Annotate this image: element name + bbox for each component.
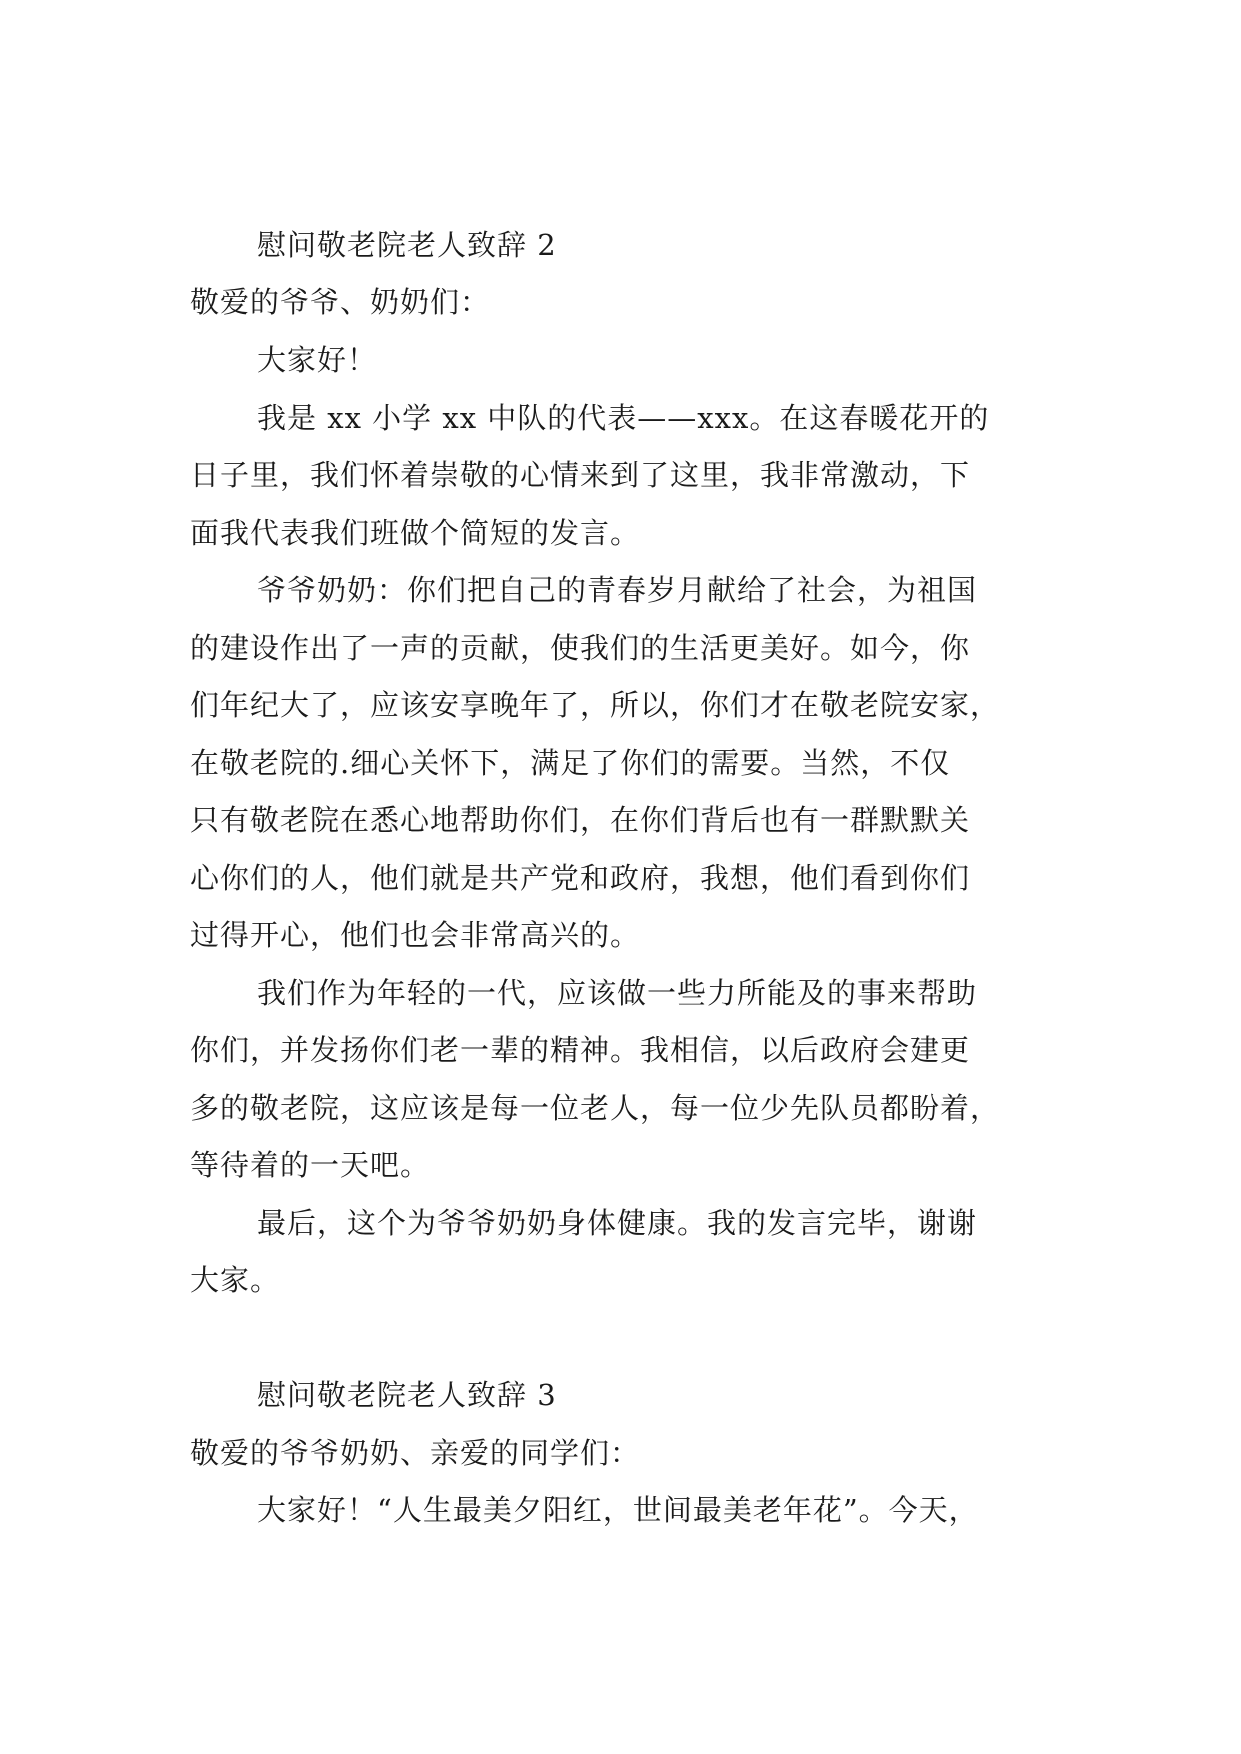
paragraph-line: 心你们的人，他们就是共产党和政府，我想，他们看到你们 (190, 861, 971, 895)
paragraph-line: 等待着的一天吧。 (190, 1148, 431, 1182)
paragraph-line: 过得开心，他们也会非常高兴的。 (190, 918, 641, 952)
paragraph-line: 我们作为年轻的一代，应该做一些力所能及的事来帮助 (257, 976, 978, 1010)
section-2-title: 慰问敬老院老人致辞 2 (257, 228, 557, 262)
paragraph-line: 多的敬老院，这应该是每一位老人，每一位少先队员都盼着， (190, 1091, 1001, 1125)
section-2-salutation: 敬爱的爷爷、奶奶们： (190, 285, 491, 319)
paragraph-line: 只有敬老院在悉心地帮助你们，在你们背后也有一群默默关 (190, 803, 971, 837)
paragraph-line: 们年纪大了，应该安享晚年了，所以，你们才在敬老院安家， (190, 688, 1001, 722)
paragraph-line: 大家好！“人生最美夕阳红，世间最美老年花”。今天， (257, 1493, 979, 1527)
paragraph-line: 大家。 (190, 1263, 281, 1297)
section-3-salutation: 敬爱的爷爷奶奶、亲爱的同学们： (190, 1436, 641, 1470)
paragraph-line: 我是 xx 小学 xx 中队的代表——xxx。在这春暖花开的 (257, 401, 990, 435)
paragraph-line: 爷爷奶奶：你们把自己的青春岁月献给了社会，为祖国 (257, 573, 978, 607)
section-3-title: 慰问敬老院老人致辞 3 (257, 1378, 557, 1412)
section-2-greeting: 大家好！ (257, 343, 378, 377)
paragraph-line: 的建设作出了一声的贡献，使我们的生活更美好。如今，你 (190, 631, 971, 665)
paragraph-line: 在敬老院的.细心关怀下，满足了你们的需要。当然，不仅 (190, 746, 951, 780)
paragraph-line: 最后，这个为爷爷奶奶身体健康。我的发言完毕，谢谢 (257, 1206, 978, 1240)
paragraph-line: 面我代表我们班做个简短的发言。 (190, 516, 641, 550)
paragraph-line: 你们，并发扬你们老一辈的精神。我相信，以后政府会建更 (190, 1033, 971, 1067)
paragraph-line: 日子里，我们怀着崇敬的心情来到了这里，我非常激动，下 (190, 458, 971, 492)
